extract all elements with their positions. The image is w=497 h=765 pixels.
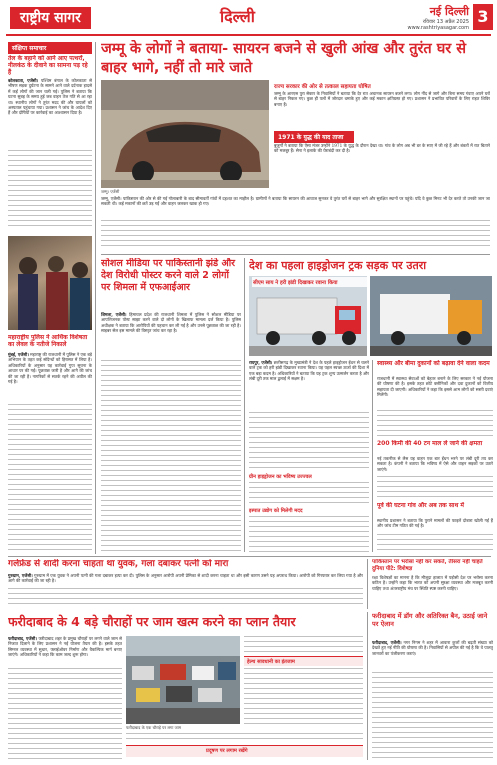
column-rule-3: [372, 360, 373, 552]
faridabad-lines: [8, 668, 122, 760]
truck-photo: [249, 276, 367, 356]
box1-body: राजधानी में स्वास्थ्य सेवाओं को बेहतर बनाने के लिए सरकार ने नई योजना की घोषणा की है। इसके तहत छोटे क्लीनिकों और दवा दुकानों को वित्तीय सहायता दी जाएगी। अधिकारियों ने कहा कि इससे आम लोगों को सस्ती दवाएं मिलेंगी।: [377, 376, 493, 398]
girlfriend-byline: गुरुग्राम, एजेंसी।: [8, 573, 33, 578]
brief2-text-lines: [8, 404, 92, 552]
faridabad-col3-lines-1: [244, 636, 363, 654]
lead-headline: जम्मू के लोगों ने बताया- सायरन बजने से खुली आंख और तुरंत घर से बाहर भागे, नहीं तो मारे जाते: [101, 41, 467, 76]
brief2-title: महाराष्ट्रीय पुलिस ने आर्थिक विशेषता का लेवल के नतीजे निकाले: [8, 334, 88, 348]
truck-byline: रायपुर, एजेंसी।: [249, 360, 273, 365]
section-rule: [8, 556, 491, 557]
faridabad-sub1: हेल्थ सावधानी का इंतजाम: [247, 659, 295, 665]
truck-photo-2: [370, 276, 492, 356]
social-body: [101, 312, 241, 358]
truck-sub2: ग्रीन हाइड्रोजन का भविष्य उज्ज्वल: [249, 474, 312, 480]
section-head-briefs: संक्षिप्त समाचार: [8, 42, 92, 54]
faridabad-col3-lines-2: [244, 668, 363, 724]
brief2-byline: मुंबई, एजेंसी।: [8, 352, 29, 357]
girlfriend-body: [8, 573, 363, 587]
truck-sub: सीएम साय ने हरी झंडी दिखाकर रवाना किया: [252, 277, 367, 287]
faridabad-sub2: प्रदूषण पर लगाम रखेंगे: [206, 748, 248, 754]
truck-text-lines-2: [249, 482, 369, 506]
truck-headline: देश का पहला हाइड्रोजन ट्रक सड़क पर उतरा: [249, 259, 427, 272]
column-rule-5: [367, 612, 368, 760]
traffic-photo: [126, 636, 240, 724]
social-headline: सोशल मीडिया पर पाकिस्तानी झंडे और देश विरोधी पोस्टर करने वाले 2 लोगों पर शिमला में एफआईआर: [101, 258, 236, 293]
brand-logo: राष्ट्रीय सागर: [10, 7, 91, 29]
girlfriend-lines: [8, 588, 363, 608]
health-subhead-band: [244, 656, 363, 666]
girlfriend-text: गुरुग्राम में एक युवक ने अपनी पत्नी की गला दबाकर हत्या कर दी। पुलिस के अनुसार आरोपी अपनी प्रेमिका से शादी करना चाहता था और इसी कारण उसने यह अपराध किया। आरोपी को गिरफ्तार कर लिया गया है और आगे की कार्रवाई की जा रही है।: [8, 573, 363, 584]
brief2-text: महाराष्ट्र की राजधानी में पुलिस ने एक बड़े अभियान के तहत कई संदिग्धों को हिरासत में लिया है। अधिकारियों के अनुसार यह कार्रवाई गुप्त सूचना के आधार पर की गई। पूछताछ जारी है और आगे की जांच की जा रही है। नागरिकों से सतर्क रहने की अपील की गई है।: [8, 352, 92, 385]
date-block: [408, 4, 470, 31]
brief1-byline: कोलकाता, एजेंसी।: [8, 78, 39, 83]
truck-text-lines-1: [249, 412, 369, 472]
truck-image-2: [370, 276, 492, 356]
faridabad-lines-wide: [126, 733, 363, 743]
faridabad-headline-band: [8, 612, 363, 634]
truck-text-lines-3: [249, 516, 369, 552]
ayush-lines: [372, 672, 493, 760]
lead-sub2-body: बुजुर्गों ने बताया कि ऐसा मंजर उन्होंने 1971 के युद्ध के दौरान देखा था। गांव के लोग अब भी डर के साए में जी रहे हैं और बंकरों में रात बिताने को मजबूर हैं। सेना ने इलाके की घेराबंदी कर दी है।: [274, 143, 490, 154]
truck-text: छत्तीसगढ़ के मुख्यमंत्री ने देश के पहले हाइड्रोजन ईंधन से चलने वाले ट्रक को हरी झंडी दिखाकर रवाना किया। यह पहल स्वच्छ ऊर्जा की दिशा में एक बड़ा कदम है। अधिकारियों ने बताया कि यह ट्रक शून्य उत्सर्जन करता है और लंबी दूरी तक माल ढुलाई में सक्षम है।: [249, 360, 369, 382]
lead-rule: [101, 254, 490, 255]
traffic-jam-image: [126, 636, 240, 724]
brief1-text-lines: [8, 150, 92, 230]
brief1-title: तेल के बहाने को आने आए पत्थरों, नीलकंठ के दीवाने का सामना पड़ रहे हैं: [8, 55, 88, 76]
ayush-body: [372, 640, 493, 670]
edition: नई दिल्ली: [429, 5, 469, 18]
box1-lines: [377, 410, 493, 436]
column-rule-2: [244, 258, 245, 552]
truck-sub3: इस्पात उद्योग को मिलेगी मदद: [249, 508, 303, 514]
lead-sub1-body: जम्मू के आरएस पुरा सेक्टर के निवासियों ने बताया कि देर रात अचानक सायरन बजने लगा। लोग नींद से जागे और बिना समय गंवाए अपने घरों से बाहर निकल गए। कुछ ही पलों में जोरदार धमाके हुए और कई मकान क्षतिग्रस्त हो गए। प्रशासन ने प्रभावित परिवारों के लिए राहत शिविर बनाए हैं।: [274, 91, 490, 107]
brief1-text: पश्चिम बंगाल के कोलकाता से भीषण सड़क दुर्घटना के सामने आने वाले दर्दनाक हादसे में कई लोगों की जान चली गई। पुलिस ने बताया कि घटना सुबह के समय हुई जब वाहन तेज गति से आ रहा था। स्थानीय लोगों ने तुरंत मदद की और घायलों को अस्पताल पहुंचाया गया। प्रशासन ने जांच के आदेश दिए हैं और दोषियों पर कार्रवाई का आश्वासन दिया है।: [8, 78, 92, 116]
page-number: 3: [473, 4, 493, 30]
faridabad-byline: फरीदाबाद, एजेंसी।: [8, 636, 37, 641]
lead-photo: [101, 80, 269, 188]
faridabad-headline: फरीदाबाद के 4 बड़े चौराहों पर जाम खत्म करने का प्लान तैयार: [8, 614, 296, 629]
anchor: [249, 273, 250, 274]
masthead: [0, 0, 497, 36]
box2-lines: [377, 476, 493, 498]
girlfriend-headline: गर्लफ्रेंड से शादी करना चाहता था युवक, गला दबाकर पत्नी को मारा: [8, 559, 229, 569]
masthead-divider: [6, 34, 491, 36]
lead-caption: जम्मू। एजेंसी: [101, 189, 120, 194]
faridabad-body: [8, 636, 122, 666]
truck-image: [249, 276, 367, 356]
ayush-headline: फरीदाबाद में डॉग और अतिरिक्त बैन, उठाई जाने पर ऐलान: [372, 612, 488, 628]
lead-text-lines: [101, 220, 490, 250]
box3-body: स्थानीय प्रशासन ने बताया कि पुराने मामलों की फाइलें दोबारा खोली गई हैं और जांच टीम गठित की गई है।: [377, 518, 493, 529]
city-title: दिल्ली: [220, 7, 255, 26]
faridabad-text: फरीदाबाद शहर के प्रमुख चौराहों पर लगने वाले जाम से निजात दिलाने के लिए प्रशासन ने नई योजना तैयार की है। इसके तहत सिग्नल व्यवस्था में सुधार, फ्लाईओवर निर्माण और वैकल्पिक मार्ग बनाए जाएंगे। अधिकारियों ने कहा कि काम जल्द शुरू होगा।: [8, 636, 122, 658]
column-rule: [95, 42, 96, 554]
truck-body: [249, 360, 369, 410]
box2-title: 200 किमी की 40 टन माल ले जाने की क्षमता: [377, 440, 483, 447]
ayush-byline: फरीदाबाद, एजेंसी।: [372, 640, 402, 645]
pak-headline: पाकिस्तान पर भरोसा नहीं कर सकते, तीसरा नहीं चाहते दुनिया पीटे: विशेषज्ञ: [372, 559, 483, 572]
date-line: रविवार 13 अप्रैल 2025: [422, 19, 469, 25]
traffic-caption: फरीदाबाद के एक चौराहे पर लगा जाम: [126, 725, 182, 730]
box1-title: स्वास्थ्य और बीमा दुकानों को बढ़ावा देने वाला कदम: [377, 360, 490, 367]
social-text-lines: [101, 360, 241, 552]
social-text: हिमाचल प्रदेश की राजधानी शिमला में पुलिस ने सोशल मीडिया पर आपत्तिजनक पोस्ट साझा करने वाले दो लोगों के खिलाफ मामला दर्ज किया है। पुलिस अधीक्षक ने बताया कि आरोपियों की पहचान कर ली गई है और उनसे पूछताछ की जा रही है। साइबर सेल इस मामले की विस्तृत जांच कर रहा है।: [101, 312, 241, 334]
social-byline: शिमला, एजेंसी।: [101, 312, 127, 317]
ayush-text: नगर निगम ने शहर में आवारा कुत्तों की बढ़ती संख्या को देखते हुए नई नीति की घोषणा की है। निवासियों से अपील की गई है कि वे पालतू जानवरों का पंजीकरण कराएं।: [372, 640, 493, 656]
pak-body: रक्षा विशेषज्ञों का मानना है कि मौजूदा हालात में पड़ोसी देश पर भरोसा करना कठिन है। उन्होंने कहा कि भारत को अपनी सुरक्षा व्यवस्था और मजबूत करनी चाहिए तथा अंतरराष्ट्रीय मंच पर स्थिति स्पष्ट करनी चाहिए।: [372, 575, 493, 591]
brief2-photo: [8, 236, 92, 330]
lead-body: जम्मू, एजेंसी। पाकिस्तान की ओर से की गई गोलाबारी के बाद सीमावर्ती गांवों में दहशत का माहौल है। ग्रामीणों ने बताया कि सायरन की आवाज सुनकर वे तुरंत घरों से बाहर भागे और सुरक्षित स्थानों पर पहुंचे। यदि वे कुछ मिनट भी देर करते तो उनकी जान जा सकती थी। कई मकानों की छतें उड़ गईं और वाहन जलकर खाक हो गए।: [101, 196, 490, 207]
column-rule-4: [367, 559, 368, 609]
box3-lines: [377, 534, 493, 552]
box2-body: नई तकनीक से लैस यह वाहन एक बार ईंधन भरने पर लंबी दूरी तय कर सकता है। कंपनी ने बताया कि भविष्य में ऐसे और वाहन सड़कों पर उतारे जाएंगे।: [377, 456, 493, 472]
box3-title: पूर्व की घटना गांव और अब तक साथ में: [377, 502, 465, 509]
website: www.rashtriyasagar.com: [407, 25, 469, 31]
damaged-car-photo: [101, 80, 269, 188]
lead-sub2: 1971 के युद्ध की याद ताजा: [274, 131, 354, 143]
brief2-body: [8, 352, 92, 402]
lead-sub1: राज्य सरकार की ओर से तत्काल सहायता घोषित: [274, 84, 371, 90]
crowd-photo: [8, 236, 92, 330]
pollution-subhead-band: [126, 745, 363, 757]
